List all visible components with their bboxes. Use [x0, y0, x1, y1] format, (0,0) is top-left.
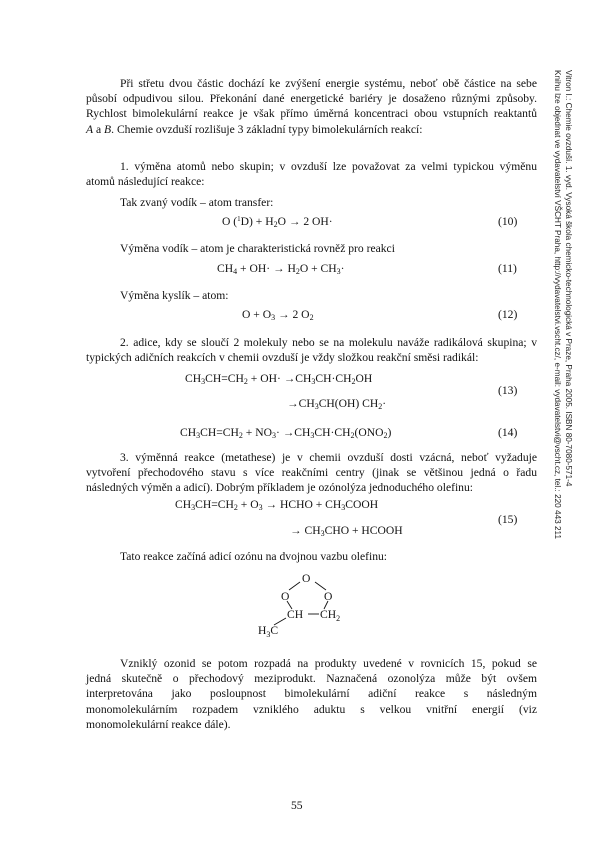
equation-12	[242, 307, 314, 322]
side-citation-line-2: Knihu lze objednat ve vydavatelství VŠCHT Praha, http://vydavatelstvi.vscht.cz/, e-mail: vydavatelstvi@vscht.cz, tel.: 220 443 211	[553, 70, 562, 540]
eq-sub: 2	[309, 313, 314, 322]
text-line: následných výměn a adicí). Dobrým příkladem je ozónolýza jednoduchého olefinu:	[86, 481, 473, 495]
equation-10	[222, 214, 333, 229]
section-1-sub-label-2: Výměna vodík – atom je charakteristická rovněž pro reakci	[120, 242, 395, 255]
section-3-after-label: Tato reakce začíná adicí ozónu na dvojnou vazbu olefinu:	[120, 550, 388, 563]
atom-o-left: O	[281, 590, 290, 603]
eq-fragment: D) + H	[240, 215, 274, 228]
atom-ch2	[320, 608, 340, 623]
eq-fragment: O + CH	[299, 262, 337, 275]
equation-number-14: (14)	[498, 426, 518, 439]
reactant-a: A	[86, 122, 94, 136]
eq-fragment: ·	[340, 262, 345, 275]
eq-fragment: CH=CH	[200, 426, 239, 439]
atom-label: H	[258, 624, 267, 637]
eq-fragment: CH	[180, 426, 197, 439]
eq-sub: 2	[378, 402, 383, 411]
bond-o-o-left	[289, 582, 300, 590]
eq-fragment: → 2 O	[275, 308, 310, 321]
eq-sub: 3	[201, 377, 206, 386]
eq-fragment: CH=CH	[195, 498, 234, 511]
eq-fragment: OH	[355, 372, 373, 385]
eq-fragment: CH	[185, 372, 202, 385]
equation-number-12: (12)	[498, 308, 518, 321]
eq-sub: 3	[320, 529, 325, 538]
eq-sub: 2	[295, 267, 300, 276]
text-line: monomolekulárním rozpadem vzniklého aduktu s velkou vnitřní energií (viz	[86, 702, 537, 716]
section-1-sub-label-1: Tak zvaný vodík – atom transfer:	[120, 196, 274, 209]
eq-fragment: + OH· →CH	[247, 372, 312, 385]
eq-fragment: CH(OH) CH	[318, 397, 379, 410]
atom-o-right: O	[324, 590, 333, 603]
eq-fragment: CH=CH	[205, 372, 244, 385]
atom-label: C	[270, 624, 279, 637]
equation-number-10: (10)	[498, 215, 518, 228]
reactant-b: B	[104, 122, 112, 136]
section-1-sub-label-3: Výměna kyslík – atom:	[120, 289, 229, 302]
equation-13-line-2	[287, 396, 386, 411]
eq-sub: 3	[191, 503, 196, 512]
eq-fragment: CH·CH	[315, 372, 352, 385]
text-line: vytvoření přechodového stavu s více reakčními centry (jinak se většinou jedná o řadu	[86, 466, 537, 480]
eq-sub: 2	[351, 377, 356, 386]
eq-sub: 4	[233, 267, 238, 276]
atom-sub: 2	[336, 614, 341, 623]
eq-sub: 3	[271, 313, 276, 322]
eq-fragment: COOH	[345, 498, 379, 511]
eq-sub: 2	[273, 220, 278, 229]
eq-fragment: CH	[217, 262, 234, 275]
eq-sub: 2	[238, 431, 243, 440]
eq-sub: 2	[350, 431, 355, 440]
eq-sub: 2	[243, 377, 248, 386]
side-citation	[552, 70, 574, 539]
eq-fragment: (ONO	[354, 426, 384, 439]
eq-fragment: + NO	[242, 426, 272, 439]
eq-fragment: )	[387, 426, 392, 439]
eq-fragment: + OH· → H	[237, 262, 296, 275]
eq-sub: 3	[310, 431, 315, 440]
equation-14	[180, 425, 391, 440]
eq-fragment: →CH	[287, 397, 315, 410]
text-line	[86, 122, 537, 137]
eq-fragment: + O	[237, 498, 259, 511]
eq-fragment: → CH	[290, 524, 321, 537]
page-number: 55	[291, 799, 303, 812]
equation-number-13: (13)	[498, 384, 518, 397]
equation-number-11: (11)	[498, 262, 517, 275]
eq-fragment: CH	[175, 498, 192, 511]
atom-h3c	[258, 624, 278, 639]
text-fragment: a	[93, 122, 105, 136]
text-line: jedná skutečně o přechodový meziprodukt. Naznačená ozonolýza může být ovšem	[86, 672, 537, 686]
eq-fragment: ·	[382, 397, 387, 410]
side-citation-line-1: Vitron I.: Chemie ovzduší. 1. vyd. Vysoká škola chemicko-technologická v Praze, Praha 2005. ISBN 80-7080-571-4	[564, 70, 573, 487]
eq-fragment: O (	[222, 215, 238, 228]
section-1-paragraph	[86, 159, 537, 189]
closing-paragraph	[86, 656, 537, 732]
eq-sub: 3	[311, 377, 316, 386]
section-3-paragraph	[86, 450, 537, 496]
eq-fragment: CHO + HCOOH	[324, 524, 403, 537]
equation-15-line-1	[175, 497, 378, 512]
section-2-paragraph	[86, 335, 537, 365]
atom-sub: 3	[266, 630, 271, 639]
eq-sub: 2	[383, 431, 388, 440]
eq-sup: 1	[237, 215, 241, 223]
text-line: monomolekulární reakce dále).	[86, 717, 231, 731]
text-line: Při střetu dvou částic dochází ke zvýšení energie systému, neboť obě částice na sebe	[120, 77, 537, 90]
eq-fragment: O → 2 OH·	[277, 215, 333, 228]
eq-sub: 3	[336, 267, 341, 276]
eq-fragment: → HCHO + CH	[262, 498, 342, 511]
text-fragment: . Chemie ovzduší rozlišuje 3 základní typy bimolekulárních reakcí:	[111, 122, 423, 136]
text-line: atomů následující reakce:	[86, 175, 205, 189]
atom-o-top: O	[302, 572, 311, 585]
eq-sub: 2	[233, 503, 238, 512]
intro-paragraph	[86, 76, 537, 137]
atom-label: CH	[320, 608, 337, 621]
eq-sub: 3	[341, 503, 346, 512]
eq-sub: 3	[258, 503, 263, 512]
text-line: interpretována jako posloupnost bimolekulární adiční reakce s následným	[86, 687, 537, 701]
eq-sub: 3	[196, 431, 201, 440]
equation-13-line-1	[185, 371, 372, 386]
text-line: Rychlost bimolekulární reakce je však přímo úměrná koncentraci obou vstupních reaktantů	[86, 107, 537, 121]
text-line: typických adičních reakcích v chemii ovzduší je vždy složkou reakční směsi radikál:	[86, 351, 479, 365]
equation-15-line-2	[290, 523, 403, 538]
eq-fragment: · →CH	[275, 426, 311, 439]
text-line: 1. výměna atomů nebo skupin; v ovzduší lze považovat za velmi typickou výměnu	[120, 160, 537, 173]
eq-sub: 3	[314, 402, 319, 411]
eq-fragment: O + O	[242, 308, 272, 321]
text-line: 3. výměnná reakce (metathese) je v chemii ovzduší dosti vzácná, neboť vyžaduje	[120, 451, 537, 464]
equation-number-15: (15)	[498, 513, 518, 526]
atom-ch: CH	[287, 608, 304, 621]
text-line: 2. adice, kdy se sloučí 2 molekuly nebo se na molekulu naváže radikálová skupina; v	[120, 336, 537, 349]
equation-11	[217, 261, 345, 276]
eq-fragment: CH·CH	[314, 426, 351, 439]
eq-sub: 3	[271, 431, 276, 440]
text-line: Vzniklý ozonid se potom rozpadá na produkty uvedené v rovnicích 15, pokud se	[120, 657, 537, 670]
bond-o-o-right	[315, 582, 326, 590]
ozonide-structure	[240, 565, 370, 640]
text-line: působí odpudivou silou. Překonání dané energetické bariéry je dosaženo různými způsoby.	[86, 92, 537, 106]
